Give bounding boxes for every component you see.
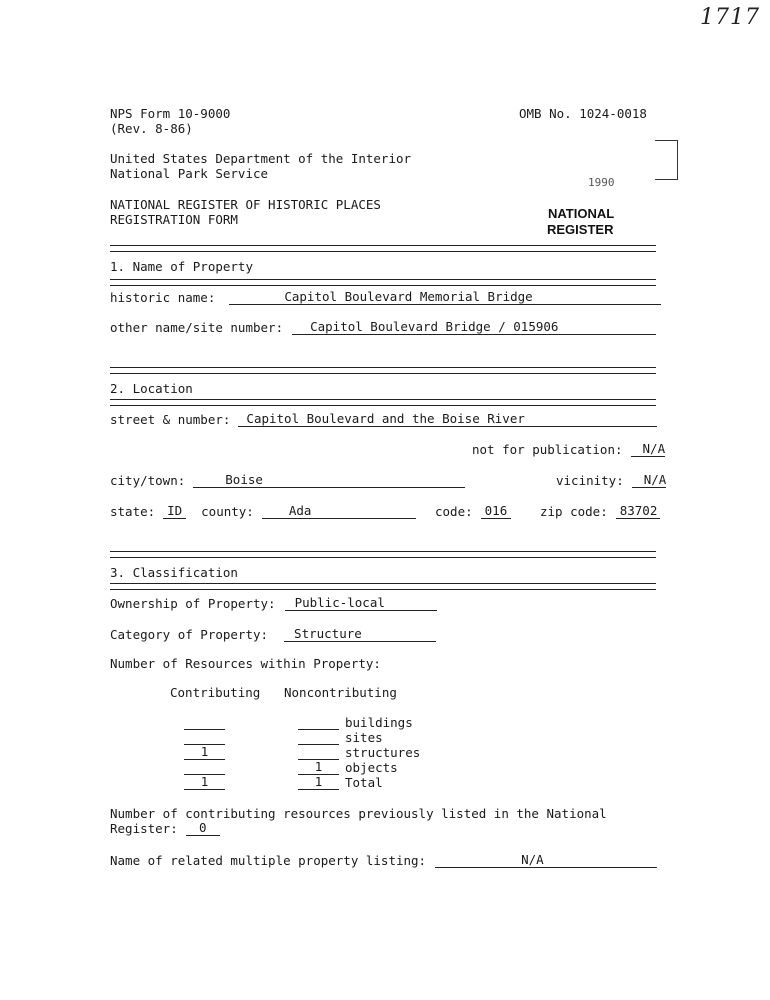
section2-heading: 2. Location [110, 381, 193, 396]
street-label: street & number: [110, 412, 231, 427]
omb-number: OMB No. 1024-0018 [519, 106, 647, 121]
resource-row [184, 730, 383, 745]
code-label: code: [435, 504, 473, 519]
resource-type-label: structures [345, 745, 421, 760]
department-name: United States Department of the Interior [110, 151, 412, 166]
noncontributing-count[interactable]: 1 [298, 760, 339, 775]
contributing-total[interactable]: 1 [184, 775, 225, 790]
street-field[interactable]: Capitol Boulevard and the Boise River [238, 412, 657, 427]
previously-listed-row [110, 821, 220, 836]
street-row [110, 412, 657, 427]
section1-heading: 1. Name of Property [110, 259, 253, 274]
code-field[interactable]: 016 [481, 504, 511, 519]
resource-type-label: buildings [345, 715, 413, 730]
state-field[interactable]: ID [163, 504, 186, 519]
vicinity-field[interactable]: N/A [632, 473, 666, 488]
zip-label: zip code: [540, 504, 608, 519]
category-label: Category of Property: [110, 627, 269, 642]
previously-listed-text: Number of contributing resources previously listed in the National [110, 806, 607, 821]
section3-heading: 3. Classification [110, 565, 238, 580]
historic-name-row [110, 290, 661, 305]
form-id: NPS Form 10-9000 [110, 106, 231, 121]
historic-name-field[interactable]: Capitol Boulevard Memorial Bridge [229, 290, 661, 305]
other-name-label: other name/site number: [110, 320, 284, 335]
state-county-row [110, 504, 416, 519]
form-revision: (Rev. 8-86) [110, 121, 193, 136]
multiple-listing-field[interactable]: N/A [435, 853, 657, 868]
section-divider [110, 367, 656, 374]
not-for-publication-label: not for publication: [472, 442, 623, 457]
stamp-bracket-icon [655, 140, 678, 180]
ownership-label: Ownership of Property: [110, 596, 276, 611]
county-field[interactable]: Ada [262, 504, 416, 519]
code-row [435, 504, 511, 519]
category-field[interactable]: Structure [284, 627, 436, 642]
contributing-header: Contributing [170, 685, 261, 700]
historic-name-label: historic name: [110, 290, 216, 305]
county-label: county: [201, 504, 254, 519]
state-label: state: [110, 504, 156, 519]
form-title-line1: NATIONAL REGISTER OF HISTORIC PLACES [110, 197, 381, 212]
not-for-publication-row [472, 442, 665, 457]
section-divider [110, 399, 656, 406]
zip-row [540, 504, 660, 519]
stamp-register: REGISTER [547, 222, 614, 237]
previously-listed-label: Register: [110, 821, 178, 836]
resources-label: Number of Resources within Property: [110, 656, 381, 671]
multiple-listing-row [110, 853, 657, 868]
city-field[interactable]: Boise [193, 473, 465, 488]
resource-type-label: sites [345, 730, 383, 745]
form-title-line2: REGISTRATION FORM [110, 212, 238, 227]
city-row [110, 473, 465, 488]
noncontributing-total[interactable]: 1 [298, 775, 339, 790]
previously-listed-field[interactable]: 0 [186, 821, 220, 836]
service-name: National Park Service [110, 166, 269, 181]
section-divider [110, 551, 656, 558]
stamp-national: NATIONAL [548, 206, 615, 221]
vicinity-label: vicinity: [556, 473, 624, 488]
not-for-publication-field[interactable]: N/A [631, 442, 665, 457]
zip-field[interactable]: 83702 [616, 504, 660, 519]
multiple-listing-label: Name of related multiple property listing: [110, 853, 427, 868]
stamp-date-fragment: 1990 [588, 176, 615, 189]
vicinity-row [556, 473, 666, 488]
resource-row [184, 715, 413, 730]
other-name-field[interactable]: Capitol Boulevard Bridge / 015906 [292, 320, 656, 335]
contributing-count[interactable]: 1 [184, 745, 225, 760]
section-divider [110, 279, 656, 286]
resource-type-label: objects [345, 760, 398, 775]
city-label: city/town: [110, 473, 186, 488]
ownership-row [110, 596, 437, 611]
handwritten-page-number: 1717 [700, 5, 760, 30]
section-divider [110, 245, 656, 252]
ownership-field[interactable]: Public-local [285, 596, 437, 611]
noncontributing-header: Noncontributing [284, 685, 397, 700]
resource-row [184, 760, 398, 775]
resource-row-total [184, 775, 383, 790]
resource-type-label: Total [345, 775, 383, 790]
resource-row [184, 745, 420, 760]
section-divider [110, 583, 656, 590]
category-row [110, 627, 436, 642]
other-name-row [110, 320, 656, 335]
